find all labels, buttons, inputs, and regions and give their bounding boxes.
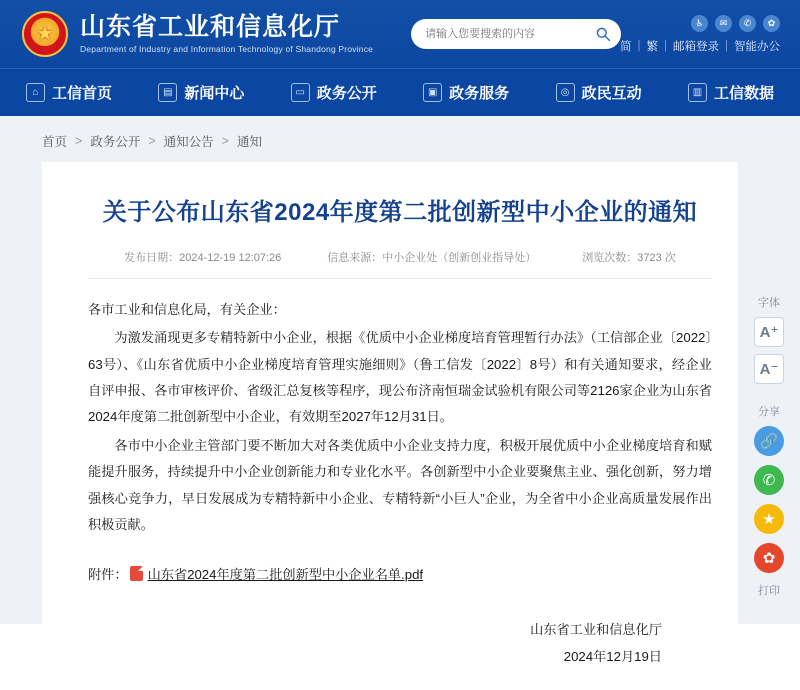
side-toolbar [738,116,800,624]
breadcrumb-item-current: 通知 [236,135,262,149]
pdf-icon [130,566,143,581]
breadcrumb-item-disclosure[interactable]: 政务公开 [90,135,141,149]
article-paragraph-2: 各市中小企业主管部门要不断加大对各类优质中小企业支持力度，积极开展优质中小企业梯度培育和赋能提升服务，持续提升中小企业创新能力和专业化水平。各创新型中小企业要聚焦主业、强化创新，努力增强核心竞争力，早日发展成为专精特新中小企业、专精特新“小巨人”企业，为全省中小企业高质量发展作出积极贡献。 [88,437,712,533]
page-body [0,116,800,664]
nav-item-gov-service[interactable] [423,82,509,103]
smart-office-link[interactable]: 智能办公 [734,40,780,53]
breadcrumb-item-home[interactable]: 首页 [42,135,68,149]
article-meta [88,249,712,279]
attachment-label: 附件： [88,567,128,583]
lang-simplified-link[interactable]: 简 [620,40,632,53]
nav-label-gov-service: 政务服务 [449,85,510,102]
site-title: 山东省工业和信息化厅 [80,12,341,41]
meta-source-label: 信息来源： [327,251,383,264]
print-tools-label: 打印 [758,585,780,597]
nav-label-data: 工信数据 [713,85,774,102]
monitor-icon: ▭ [291,83,310,102]
weibo-icon[interactable]: ✿ [763,15,780,32]
breadcrumb-separator-3: > [221,134,229,148]
article-card [42,162,758,690]
home-icon: ⌂ [26,83,45,102]
font-increase-button[interactable]: A⁺ [754,317,784,347]
nav-label-home: 工信首页 [52,85,113,102]
site-subtitle: Department of Industry and Information Technology of Shandong Province [80,44,374,55]
service-icon: ▣ [423,83,442,102]
search-icon[interactable] [595,26,611,42]
national-emblem-icon [22,11,68,57]
meta-source-value: 中小企业处（创新创业指导处） [382,251,537,264]
nav-label-news: 新闻中心 [184,85,245,102]
header-link-group [620,38,780,54]
header-utilities [620,0,780,68]
article-paragraph-1: 为激发涌现更多专精特新中小企业，根据《优质中小企业梯度培育管理暂行办法》（工信部企业〔2022〕63号）、《山东省优质中小企业梯度培育管理实施细则》（鲁工信发〔2022〕8号）和有关通知要求，经企业自评申报、各市审核评价、省级汇总复核等程序，现公布济南恒瑞金试验机有限公司等2126家企业为山东省2024年度第二批创新型中小企业，有效期至2027年12月31日。 [88,330,712,425]
meta-views-label: 浏览次数： [582,251,638,264]
page-title: 关于公布山东省2024年度第二批创新型中小企业的通知 [102,199,698,226]
site-header [0,0,800,68]
news-icon: ▤ [158,83,177,102]
search-box[interactable] [411,19,621,49]
nav-item-gov-disclosure[interactable] [291,82,377,103]
favorite-star-icon[interactable]: ★ [754,504,784,534]
header-icon-group [691,15,780,32]
link-separator-3: | [725,39,728,52]
data-icon: ▥ [688,83,707,102]
interaction-icon: ◎ [556,83,575,102]
wechat-icon[interactable]: ✆ [739,15,756,32]
wechat-icon[interactable]: ✆ [754,465,784,495]
nav-label-interaction: 政民互动 [581,85,642,102]
nav-label-gov-disclosure: 政务公开 [316,85,377,102]
breadcrumb [0,116,800,162]
share-link-icon[interactable]: 🔗 [754,426,784,456]
breadcrumb-item-announcements[interactable]: 通知公告 [163,135,214,149]
meta-publish-label: 发布日期： [124,251,180,264]
lang-traditional-link[interactable]: 繁 [646,40,658,53]
font-tools-label: 字体 [758,297,780,309]
font-decrease-button[interactable]: A⁻ [754,354,784,384]
mail-login-link[interactable]: 邮箱登录 [673,40,719,53]
site-identity [80,14,373,55]
accessibility-icon[interactable]: ♿ [691,15,708,32]
meta-source [327,249,536,265]
link-separator-1: | [637,39,641,52]
search-input[interactable] [425,28,595,40]
article-signature [88,617,712,670]
signature-date: 2024年12月19日 [563,648,662,664]
attachment-row [88,564,712,583]
breadcrumb-separator-1: > [75,134,83,148]
comment-icon[interactable]: ✉ [715,15,732,32]
share-tools-label: 分享 [758,406,780,418]
meta-views-unit: 次 [664,251,676,264]
meta-views-value: 3723 [637,251,662,264]
meta-publish-date [124,249,281,265]
signature-org: 山东省工业和信息化厅 [530,622,662,638]
nav-item-home[interactable] [26,82,112,103]
article-salutation: 各市工业和信息化局，有关企业： [88,301,286,317]
nav-item-data[interactable] [688,82,774,103]
attachment-link[interactable]: 山东省2024年度第二批创新型中小企业名单.pdf [147,567,424,583]
weibo-icon[interactable]: ✿ [754,543,784,573]
link-separator-2: | [664,39,667,52]
breadcrumb-separator-2: > [148,134,156,148]
meta-views [582,249,676,265]
meta-publish-value: 2024-12-19 12:07:26 [179,251,282,264]
article-body [88,297,712,539]
nav-item-interaction[interactable] [556,82,642,103]
main-nav [0,68,800,116]
nav-item-news[interactable] [158,82,244,103]
